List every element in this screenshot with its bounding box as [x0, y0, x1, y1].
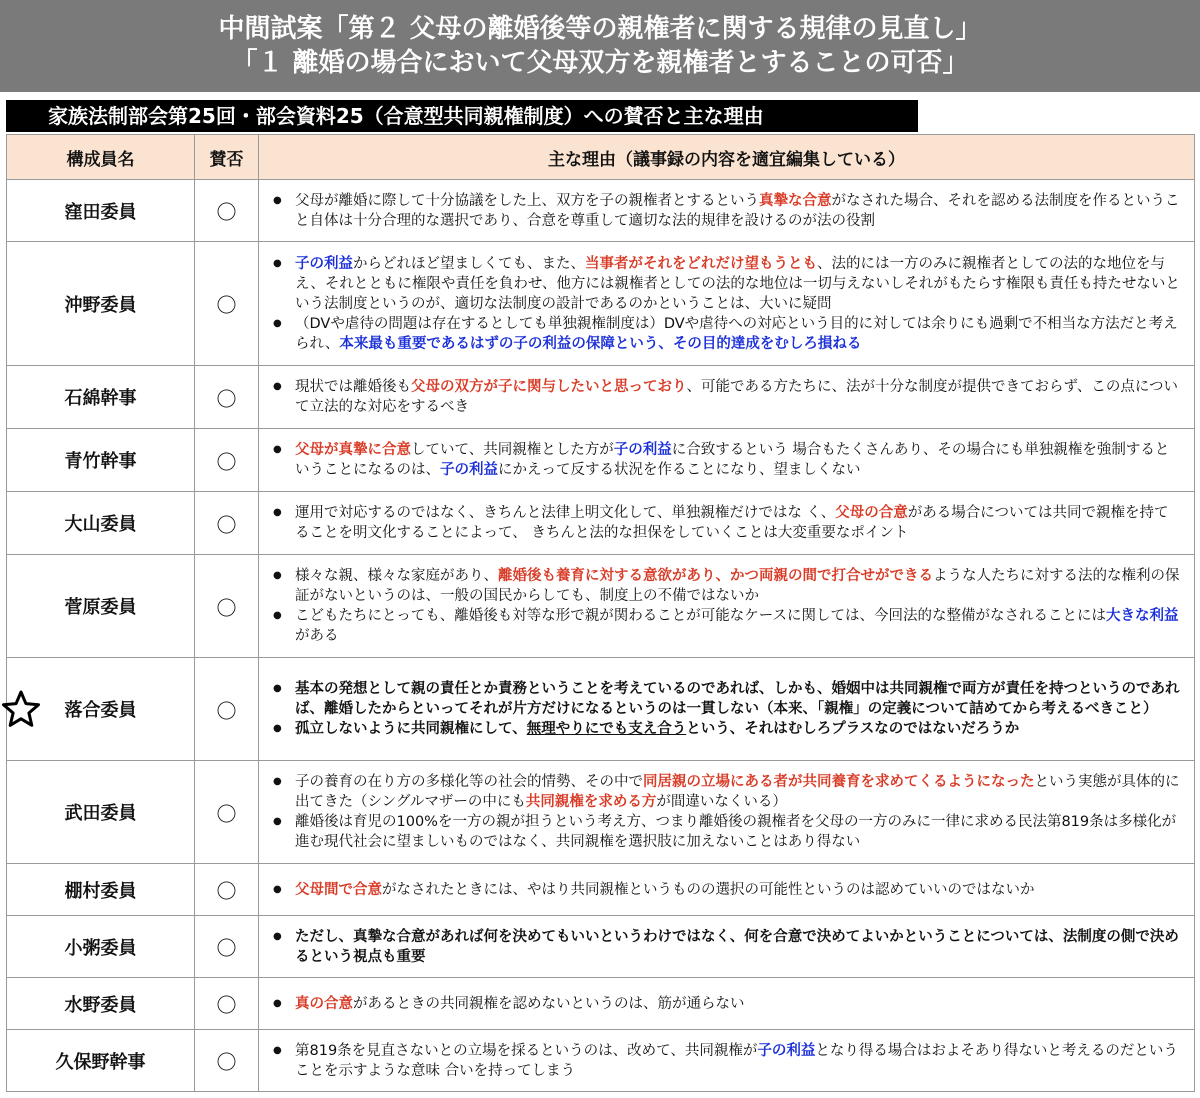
reason-text: 子の利益	[757, 1042, 816, 1059]
reason-list	[273, 1041, 1180, 1081]
reason-list	[273, 440, 1180, 480]
member-name: 窪田委員	[64, 201, 137, 223]
reason-list	[273, 503, 1180, 543]
header-title-line2: 「１ 離婚の場合において父母双方を親権者とすることの可否」	[231, 48, 969, 78]
table-row	[7, 555, 1195, 658]
opinion-table	[6, 134, 1195, 1092]
column-header-reason: 主な理由（議事録の内容を適宜編集している）	[259, 135, 1195, 180]
reason-cell	[259, 864, 1195, 916]
table-row	[7, 978, 1195, 1030]
table-row	[7, 761, 1195, 864]
reason-list	[273, 772, 1180, 852]
member-name: 小粥委員	[64, 937, 137, 959]
reason-text: 共同親権を求める方	[525, 794, 657, 810]
reason-cell	[259, 492, 1195, 555]
reason-text: 真の合意	[295, 995, 353, 1012]
member-name: 水野委員	[64, 994, 137, 1016]
reason-cell	[259, 761, 1195, 864]
page-header	[0, 0, 1200, 96]
table-row	[7, 429, 1195, 492]
reason-bullet	[273, 377, 1180, 417]
vote-cell: 〇	[195, 492, 259, 555]
reason-text: 孤立しないように共同親権にして、	[295, 721, 527, 737]
reason-text: こどもたちにとっても、離婚後も対等な形で親が関わることが可能なケースに関しては、今回法的な整備がなされることには	[295, 608, 1106, 624]
member-name-cell	[7, 555, 195, 658]
member-name-cell	[7, 429, 195, 492]
member-name-cell	[7, 978, 195, 1030]
table-row	[7, 180, 1195, 242]
reason-text: ただし、真摯な合意があれば何を決めてもいいというわけではなく、何を合意で決めてよいかということについては、法制度の側で決めるという視点も重要	[295, 928, 1179, 965]
column-header-vote: 賛否	[195, 135, 259, 180]
table-body	[7, 180, 1195, 1092]
reason-text: がある場合については共同で親権を持てることを明文化することによって、 きちんと法的な担保をしていくことは大変重要なポイント	[295, 505, 1169, 541]
reason-bullet	[273, 191, 1180, 231]
reason-text: 真摯な合意	[759, 192, 832, 209]
reason-text: 父母が離婚に際して十分協議をした上、双方を子の親権者とするという	[295, 192, 759, 209]
vote-cell: 〇	[195, 916, 259, 978]
reason-bullet	[273, 566, 1180, 606]
reason-list	[273, 566, 1180, 646]
reason-text: 無理やりにでも支え合う	[526, 721, 687, 737]
reason-text: 父母が真摯に合意	[295, 442, 411, 458]
reason-text: が間違いなくいる）	[656, 794, 787, 810]
reason-text: 父母の合意	[835, 505, 908, 521]
vote-cell: 〇	[195, 366, 259, 429]
member-name-cell	[7, 242, 195, 366]
reason-bullet	[273, 503, 1180, 543]
column-header-member: 構成員名	[7, 135, 195, 180]
vote-cell: 〇	[195, 658, 259, 761]
member-name-cell	[7, 180, 195, 242]
vote-cell: 〇	[195, 761, 259, 864]
member-name: 沖野委員	[64, 294, 137, 316]
member-name: 菅原委員	[64, 597, 137, 618]
reason-bullet	[273, 994, 1180, 1014]
table-row	[7, 242, 1195, 366]
reason-text: にかえって反する状況を作ることになり、望ましくない	[498, 462, 861, 478]
table-row	[7, 1030, 1195, 1092]
reason-bullet	[273, 254, 1180, 314]
reason-bullet	[273, 719, 1180, 739]
reason-cell	[259, 555, 1195, 658]
member-name: 落合委員	[64, 700, 137, 721]
table-row	[7, 658, 1195, 761]
member-name-cell	[7, 366, 195, 429]
reason-cell	[259, 978, 1195, 1030]
reason-text: 子の利益	[613, 442, 672, 458]
reason-cell	[259, 242, 1195, 366]
reason-text: していて、共同親権とした方が	[411, 442, 614, 458]
vote-cell: 〇	[195, 555, 259, 658]
reason-text: 現状では離婚後も	[295, 379, 411, 395]
member-name-cell	[7, 658, 195, 761]
reason-text: 父母の双方が子に関与したいと思っており	[411, 379, 687, 395]
member-name: 石綿幹事	[64, 388, 137, 409]
reason-list	[273, 377, 1180, 417]
reason-bullet	[273, 440, 1180, 480]
reason-text: 父母間で合意	[295, 881, 382, 898]
reason-cell	[259, 916, 1195, 978]
reason-list	[273, 880, 1180, 900]
section-banner: 家族法制部会第25回・部会資料25（合意型共同親権制度）への賛否と主な理由	[6, 100, 918, 132]
reason-list	[273, 679, 1180, 739]
reason-text: ような人たちに対する法的な権利の保証がないというのは、一般の国民からしても、制度上の不備ではないか	[295, 568, 1180, 604]
reason-text: （DVや虐待の問題は存在するとしても単独親権制度は）DVや虐待への対応という目的に対しては余りにも過剰で不相当な方法だと考えられ、	[295, 315, 1178, 352]
reason-text: 同居親の立場にある者が共同養育を求めてくるようになった	[643, 774, 1035, 790]
reason-text: 基本の発想として親の責任とか責務ということを考えているのであれば、しかも、婚姻中は共同親権で両方が責任を持つというのであれば、離婚したからといってそれが片方だけになるというのは一貫しない（本来、「親権」の定義について詰めてから考えるべきこと）	[295, 681, 1180, 717]
reason-cell	[259, 366, 1195, 429]
reason-text: があるときの共同親権を認めないというのは、筋が通らない	[353, 995, 745, 1012]
reason-text: 離婚後は育児の100%を一方の親が担うという考え方、つまり離婚後の親権者を父母の一方のみに一律に求める民法第819条は多様化が進む現代社会に望ましいものではなく、共同親権を選択肢に加えないことはあり得ない	[295, 814, 1177, 850]
reason-text: に合致するという 場合もたくさんあり、その場合にも単独親権を強制するということになるのは、	[295, 442, 1170, 478]
reason-list	[273, 254, 1180, 354]
member-name: 久保野幹事	[55, 1051, 146, 1073]
reason-text: 運用で対応するのではなく、きちんと法律上明文化して、単独親権だけではな く、	[295, 505, 836, 521]
reason-cell	[259, 429, 1195, 492]
member-name: 青竹幹事	[64, 451, 137, 472]
reason-text: 様々な親、様々な家庭があり、	[295, 568, 498, 584]
member-name-cell	[7, 864, 195, 916]
vote-cell: 〇	[195, 429, 259, 492]
reason-text: がなされた場合、それを認める法制度を作るということ自体は十分合理的な選択であり、合意を尊重して適切な法的規律を設けるのが法の役割	[295, 192, 1180, 229]
member-name-cell	[7, 916, 195, 978]
reason-list	[273, 191, 1180, 231]
star-icon	[1, 689, 41, 729]
header-title-line1: 中間試案「第２ 父母の離婚後等の親権者に関する規律の見直し」	[218, 14, 982, 44]
reason-bullet	[273, 927, 1180, 967]
reason-text: 、法的には一方のみに親権者としての法的な地位を与え、それとともに権限や責任を負わせ、他方には親権者としての法的な地位は一切与えないしそれがもたらす権限も責任も持たせないという法制度というのが、適切な法制度の設計であるのかということは、大いに疑問	[295, 255, 1180, 312]
reason-text: 本来最も重要であるはずの子の利益の保障という、その目的達成をむしろ損ねる	[339, 335, 862, 352]
member-name-cell	[7, 492, 195, 555]
reason-text: 、可能である方たちに、法が十分な制度が提供できておらず、この点について立法的な対応をするべき	[295, 379, 1179, 415]
vote-cell: 〇	[195, 978, 259, 1030]
reason-bullet	[273, 812, 1180, 852]
reason-cell	[259, 658, 1195, 761]
member-name-cell	[7, 1030, 195, 1092]
table-row	[7, 366, 1195, 429]
reason-list	[273, 927, 1180, 967]
reason-text: となり得る場合はおよそあり得ないと考えるのだということを示すような意味 合いを持ってしまう	[295, 1042, 1178, 1079]
reason-text: という、それはむしろプラスなのではないだろうか	[686, 721, 1020, 737]
reason-text: という実態が具体的に出てきた（シングルマザーの中にも	[295, 774, 1180, 810]
reason-cell	[259, 180, 1195, 242]
reason-text: からどれほど望ましくても、また、	[353, 255, 585, 272]
reason-bullet	[273, 880, 1180, 900]
reason-bullet	[273, 606, 1180, 646]
vote-cell: 〇	[195, 242, 259, 366]
reason-text: がなされたときには、やはり共同親権というものの選択の可能性というのは認めていいのではないか	[382, 881, 1035, 898]
reason-text: 子の利益	[440, 462, 498, 478]
reason-text: がある	[295, 628, 339, 644]
reason-text: 当事者がそれをどれだけ望もうとも	[585, 255, 817, 272]
table-row	[7, 492, 1195, 555]
reason-text: 離婚後も養育に対する意欲があり、かつ両親の間で打合せができる	[498, 568, 933, 584]
reason-text: 子の養育の在り方の多様化等の社会的情勢、その中で	[295, 774, 643, 790]
member-name: 棚村委員	[64, 880, 137, 902]
reason-text: 第819条を見直さないとの立場を採るというのは、改めて、共同親権が	[295, 1042, 758, 1059]
table-row	[7, 864, 1195, 916]
vote-cell: 〇	[195, 1030, 259, 1092]
reason-bullet	[273, 772, 1180, 812]
reason-bullet	[273, 314, 1180, 354]
reason-bullet	[273, 679, 1180, 719]
reason-text: 大きな利益	[1105, 608, 1179, 624]
member-name-cell	[7, 761, 195, 864]
vote-cell: 〇	[195, 864, 259, 916]
reason-list	[273, 994, 1180, 1014]
reason-text: 子の利益	[295, 255, 353, 272]
member-name: 武田委員	[64, 803, 137, 824]
reason-cell	[259, 1030, 1195, 1092]
table-header-row	[7, 135, 1195, 180]
reason-bullet	[273, 1041, 1180, 1081]
vote-cell: 〇	[195, 180, 259, 242]
member-name: 大山委員	[64, 514, 137, 535]
table-row	[7, 916, 1195, 978]
